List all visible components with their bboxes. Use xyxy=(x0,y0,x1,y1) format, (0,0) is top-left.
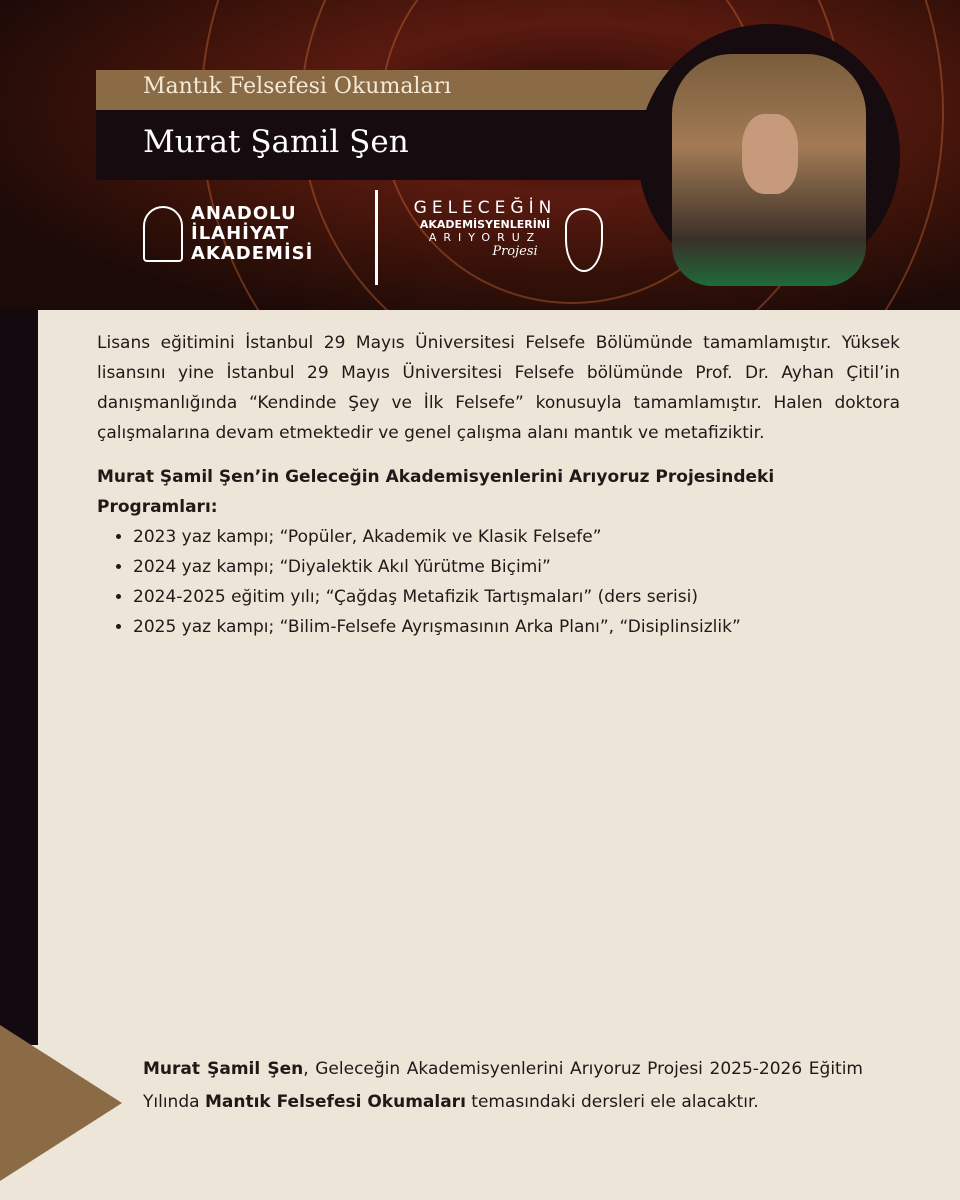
logo-line: Projesi xyxy=(492,244,538,259)
logo-line: ARIYORUZ xyxy=(428,231,542,244)
project-logo xyxy=(400,198,570,259)
footer-text: , Geleceğin Akademisyenlerini Arıyoruz Projesi 2025-2026 Eğitim Yılında xyxy=(143,1059,863,1112)
decorative-corner xyxy=(0,310,38,352)
logo-line: AKADEMİSYENLERİNİ xyxy=(419,218,551,231)
footer-topic: Mantık Felsefesi Okumaları xyxy=(204,1092,466,1112)
logo-line: GELECEĞİN xyxy=(413,198,557,218)
programs-list xyxy=(97,522,900,642)
decorative-sidebar xyxy=(0,310,38,1045)
logo-line: İLAHİYAT xyxy=(191,223,289,244)
logo-line: ANADOLU xyxy=(191,203,297,224)
list-item: • 2025 yaz kampı; “Bilim-Felsefe Ayrışmasının Arka Planı”, “Disiplinsizlik” xyxy=(133,612,900,642)
logo-divider xyxy=(375,190,378,285)
academy-emblem-icon xyxy=(143,206,183,262)
footer-note xyxy=(143,1053,863,1119)
footer-text: temasındaki dersleri ele alacaktır. xyxy=(465,1092,759,1112)
programs-heading: Murat Şamil Şen’in Geleceğin Akademisyenlerini Arıyoruz Projesindeki Programları: xyxy=(97,467,775,517)
list-item: • 2024-2025 eğitim yılı; “Çağdaş Metafizik Tartışmaları” (ders serisi) xyxy=(133,582,900,612)
list-item: • 2024 yaz kampı; “Diyalektik Akıl Yürütme Biçimi” xyxy=(133,552,900,582)
decorative-triangle xyxy=(0,1025,122,1181)
bio-paragraph: Lisans eğitimini İstanbul 29 Mayıs Üniversitesi Felsefe Bölümünde tamamlamıştır. Yüksek lisansını yine İstanbul 29 Mayıs Üniversitesi Felsefe bölümünde Prof. Dr. Ayhan Çitil’in danışmanlığında “Kendinde Şey ve İlk Felsefe” konusuyla tamamlamıştır. Halen doktora çalışmalarına devam etmektedir ve genel çalışma alanı mantık ve metafiziktir. xyxy=(97,333,900,443)
speaker-name: Murat Şamil Şen xyxy=(143,124,409,160)
speaker-photo xyxy=(638,24,900,286)
list-item: • 2023 yaz kampı; “Popüler, Akademik ve Klasik Felsefe” xyxy=(133,522,900,552)
anadolu-ilahiyat-logo xyxy=(143,204,313,264)
header-banner xyxy=(0,0,960,310)
main-content xyxy=(97,328,900,642)
footer-name: Murat Şamil Şen xyxy=(143,1059,304,1079)
portrait xyxy=(672,54,866,286)
series-title: Mantık Felsefesi Okumaları xyxy=(143,74,452,99)
logo-line: AKADEMİSİ xyxy=(191,243,314,264)
pen-nib-icon xyxy=(565,208,603,272)
